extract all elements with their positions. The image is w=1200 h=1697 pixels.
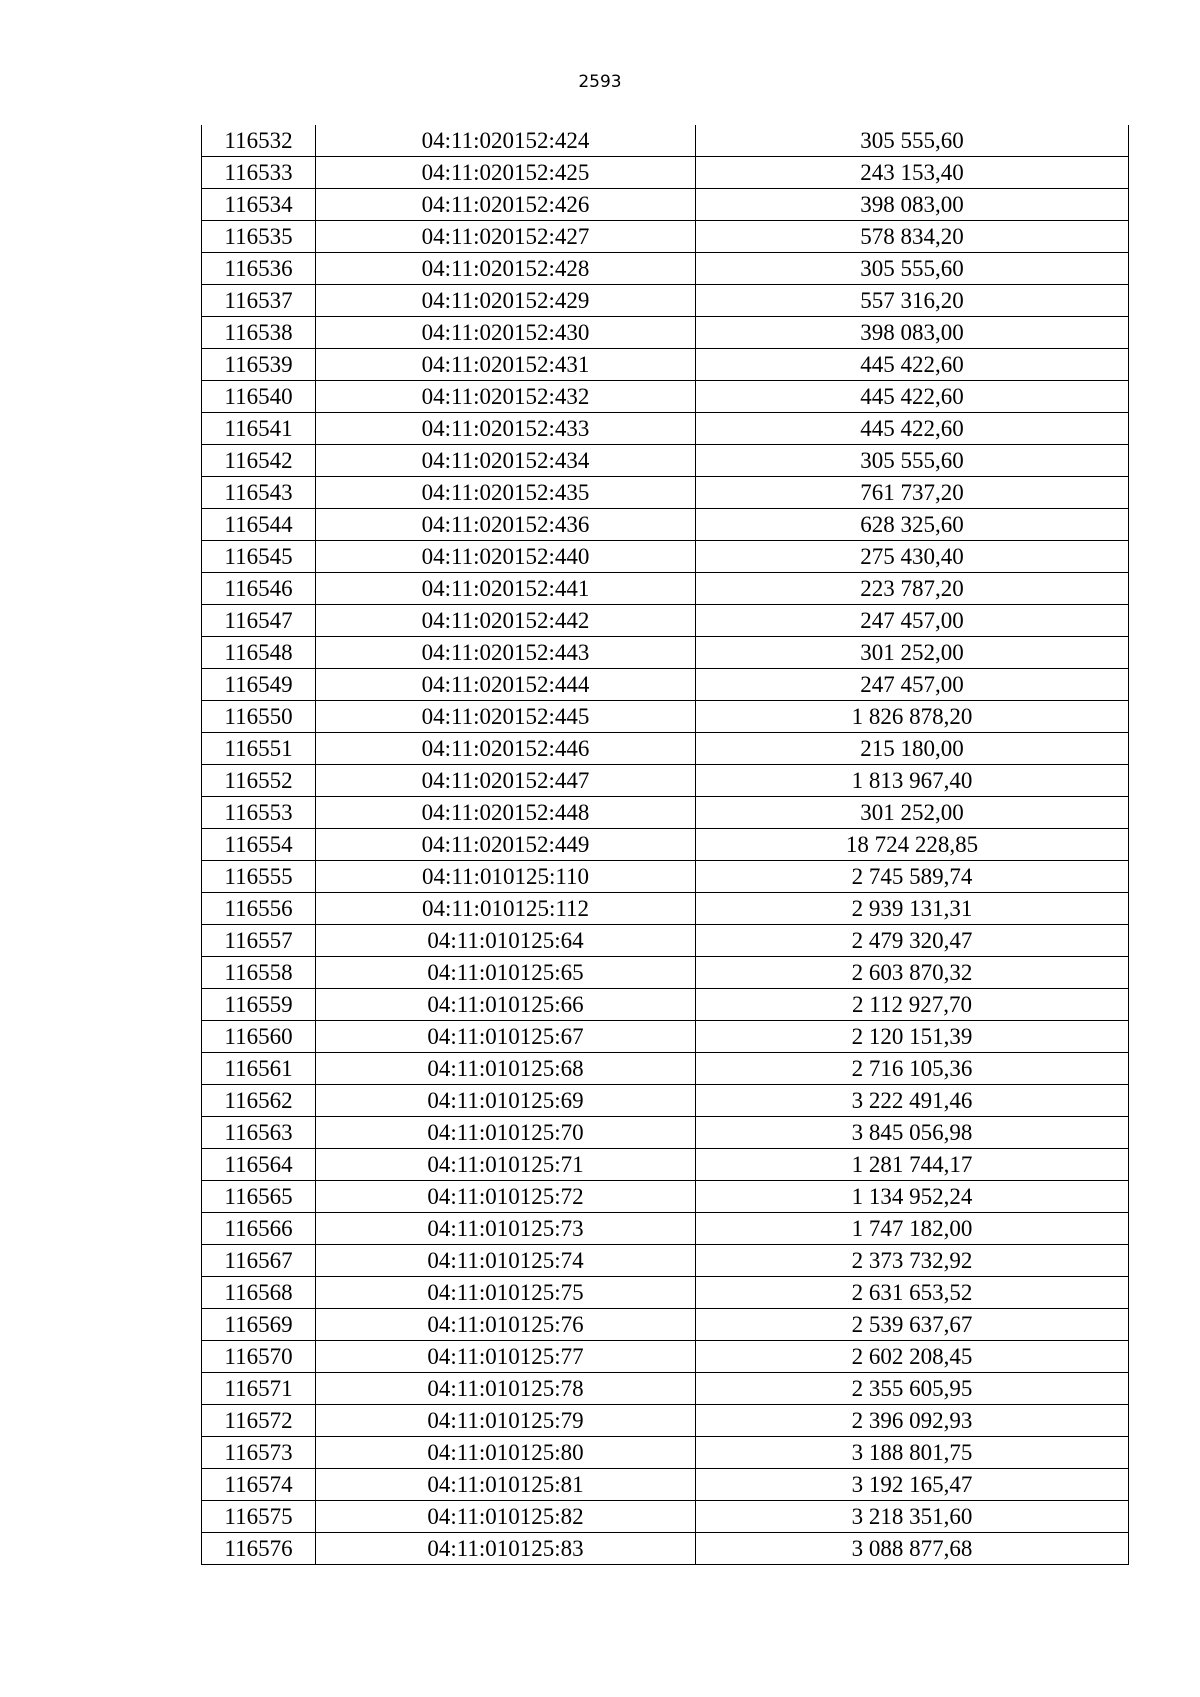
cadastral-value-cell: 2 939 131,31 <box>696 893 1129 925</box>
cadastral-number-cell: 04:11:010125:83 <box>316 1533 696 1565</box>
table-row <box>202 861 1129 893</box>
cadastral-number-cell: 04:11:020152:449 <box>316 829 696 861</box>
cadastral-value-cell: 2 120 151,39 <box>696 1021 1129 1053</box>
cadastral-value-cell: 2 396 092,93 <box>696 1405 1129 1437</box>
cadastral-number-cell: 04:11:020152:424 <box>316 125 696 157</box>
row-id-cell: 116542 <box>202 445 316 477</box>
cadastral-number-cell: 04:11:010125:71 <box>316 1149 696 1181</box>
table-row <box>202 1117 1129 1149</box>
row-id-cell: 116574 <box>202 1469 316 1501</box>
cadastral-value-cell: 398 083,00 <box>696 189 1129 221</box>
cadastral-value-cell: 3 088 877,68 <box>696 1533 1129 1565</box>
cadastral-value-cell: 2 602 208,45 <box>696 1341 1129 1373</box>
row-id-cell: 116534 <box>202 189 316 221</box>
cadastral-value-cell: 3 222 491,46 <box>696 1085 1129 1117</box>
cadastral-number-cell: 04:11:020152:428 <box>316 253 696 285</box>
cadastral-number-cell: 04:11:010125:67 <box>316 1021 696 1053</box>
cadastral-number-cell: 04:11:010125:82 <box>316 1501 696 1533</box>
row-id-cell: 116567 <box>202 1245 316 1277</box>
table-row <box>202 1021 1129 1053</box>
row-id-cell: 116576 <box>202 1533 316 1565</box>
table-row <box>202 1373 1129 1405</box>
row-id-cell: 116565 <box>202 1181 316 1213</box>
table-row <box>202 733 1129 765</box>
cadastral-value-cell: 247 457,00 <box>696 669 1129 701</box>
table-row <box>202 797 1129 829</box>
row-id-cell: 116553 <box>202 797 316 829</box>
cadastral-number-cell: 04:11:020152:444 <box>316 669 696 701</box>
table-row <box>202 893 1129 925</box>
table-row <box>202 189 1129 221</box>
cadastral-number-cell: 04:11:010125:68 <box>316 1053 696 1085</box>
row-id-cell: 116548 <box>202 637 316 669</box>
table-row <box>202 1533 1129 1565</box>
table-body <box>202 125 1129 1565</box>
row-id-cell: 116551 <box>202 733 316 765</box>
table-row <box>202 957 1129 989</box>
row-id-cell: 116543 <box>202 477 316 509</box>
cadastral-value-cell: 305 555,60 <box>696 445 1129 477</box>
cadastral-value-cell: 243 153,40 <box>696 157 1129 189</box>
cadastral-value-cell: 301 252,00 <box>696 637 1129 669</box>
row-id-cell: 116536 <box>202 253 316 285</box>
cadastral-number-cell: 04:11:010125:75 <box>316 1277 696 1309</box>
row-id-cell: 116558 <box>202 957 316 989</box>
cadastral-number-cell: 04:11:020152:434 <box>316 445 696 477</box>
cadastral-number-cell: 04:11:010125:69 <box>316 1085 696 1117</box>
cadastral-number-cell: 04:11:010125:64 <box>316 925 696 957</box>
row-id-cell: 116549 <box>202 669 316 701</box>
cadastral-value-cell: 1 747 182,00 <box>696 1213 1129 1245</box>
table-row <box>202 509 1129 541</box>
cadastral-value-cell: 215 180,00 <box>696 733 1129 765</box>
row-id-cell: 116555 <box>202 861 316 893</box>
cadastral-number-cell: 04:11:020152:441 <box>316 573 696 605</box>
table-row <box>202 573 1129 605</box>
table-row <box>202 1053 1129 1085</box>
row-id-cell: 116569 <box>202 1309 316 1341</box>
cadastral-number-cell: 04:11:010125:78 <box>316 1373 696 1405</box>
cadastral-value-cell: 2 355 605,95 <box>696 1373 1129 1405</box>
cadastral-value-cell: 2 479 320,47 <box>696 925 1129 957</box>
cadastral-number-cell: 04:11:020152:445 <box>316 701 696 733</box>
cadastral-value-cell: 1 813 967,40 <box>696 765 1129 797</box>
table-row <box>202 413 1129 445</box>
cadastral-value-cell: 3 845 056,98 <box>696 1117 1129 1149</box>
cadastral-value-cell: 2 716 105,36 <box>696 1053 1129 1085</box>
row-id-cell: 116546 <box>202 573 316 605</box>
cadastral-number-cell: 04:11:020152:432 <box>316 381 696 413</box>
row-id-cell: 116568 <box>202 1277 316 1309</box>
row-id-cell: 116532 <box>202 125 316 157</box>
row-id-cell: 116564 <box>202 1149 316 1181</box>
table-row <box>202 349 1129 381</box>
cadastral-number-cell: 04:11:010125:70 <box>316 1117 696 1149</box>
cadastral-value-cell: 3 188 801,75 <box>696 1437 1129 1469</box>
cadastral-value-cell: 3 218 351,60 <box>696 1501 1129 1533</box>
cadastral-number-cell: 04:11:010125:72 <box>316 1181 696 1213</box>
table-row <box>202 445 1129 477</box>
table-row <box>202 1341 1129 1373</box>
table-row <box>202 381 1129 413</box>
table-row <box>202 285 1129 317</box>
cadastral-value-cell: 1 826 878,20 <box>696 701 1129 733</box>
cadastral-value-cell: 301 252,00 <box>696 797 1129 829</box>
cadastral-value-cell: 1 134 952,24 <box>696 1181 1129 1213</box>
cadastral-value-cell: 305 555,60 <box>696 125 1129 157</box>
row-id-cell: 116566 <box>202 1213 316 1245</box>
cadastral-number-cell: 04:11:020152:429 <box>316 285 696 317</box>
row-id-cell: 116537 <box>202 285 316 317</box>
row-id-cell: 116544 <box>202 509 316 541</box>
cadastral-value-cell: 557 316,20 <box>696 285 1129 317</box>
table-row <box>202 1405 1129 1437</box>
cadastral-number-cell: 04:11:010125:77 <box>316 1341 696 1373</box>
row-id-cell: 116557 <box>202 925 316 957</box>
row-id-cell: 116563 <box>202 1117 316 1149</box>
cadastral-number-cell: 04:11:010125:110 <box>316 861 696 893</box>
table-row <box>202 701 1129 733</box>
row-id-cell: 116535 <box>202 221 316 253</box>
row-id-cell: 116561 <box>202 1053 316 1085</box>
table-row <box>202 317 1129 349</box>
cadastral-value-cell: 3 192 165,47 <box>696 1469 1129 1501</box>
row-id-cell: 116572 <box>202 1405 316 1437</box>
row-id-cell: 116556 <box>202 893 316 925</box>
cadastral-number-cell: 04:11:010125:80 <box>316 1437 696 1469</box>
cadastral-number-cell: 04:11:010125:81 <box>316 1469 696 1501</box>
table-row <box>202 157 1129 189</box>
cadastral-number-cell: 04:11:020152:442 <box>316 605 696 637</box>
cadastral-number-cell: 04:11:020152:433 <box>316 413 696 445</box>
cadastral-number-cell: 04:11:010125:79 <box>316 1405 696 1437</box>
table-row <box>202 221 1129 253</box>
table-row <box>202 637 1129 669</box>
table-row <box>202 253 1129 285</box>
cadastral-number-cell: 04:11:020152:425 <box>316 157 696 189</box>
cadastral-number-cell: 04:11:020152:426 <box>316 189 696 221</box>
cadastral-number-cell: 04:11:020152:443 <box>316 637 696 669</box>
cadastral-value-cell: 2 373 732,92 <box>696 1245 1129 1277</box>
cadastral-number-cell: 04:11:020152:435 <box>316 477 696 509</box>
row-id-cell: 116533 <box>202 157 316 189</box>
row-id-cell: 116571 <box>202 1373 316 1405</box>
table-row <box>202 1085 1129 1117</box>
cadastral-value-table <box>201 125 1129 1565</box>
table-row <box>202 765 1129 797</box>
row-id-cell: 116570 <box>202 1341 316 1373</box>
cadastral-number-cell: 04:11:010125:73 <box>316 1213 696 1245</box>
row-id-cell: 116559 <box>202 989 316 1021</box>
cadastral-value-cell: 223 787,20 <box>696 573 1129 605</box>
cadastral-value-cell: 2 745 589,74 <box>696 861 1129 893</box>
cadastral-number-cell: 04:11:020152:446 <box>316 733 696 765</box>
cadastral-value-cell: 2 539 637,67 <box>696 1309 1129 1341</box>
cadastral-number-cell: 04:11:020152:430 <box>316 317 696 349</box>
table-row <box>202 1149 1129 1181</box>
table-row <box>202 125 1129 157</box>
cadastral-number-cell: 04:11:020152:436 <box>316 509 696 541</box>
row-id-cell: 116554 <box>202 829 316 861</box>
cadastral-number-cell: 04:11:020152:447 <box>316 765 696 797</box>
row-id-cell: 116573 <box>202 1437 316 1469</box>
cadastral-number-cell: 04:11:010125:66 <box>316 989 696 1021</box>
cadastral-number-cell: 04:11:020152:440 <box>316 541 696 573</box>
row-id-cell: 116552 <box>202 765 316 797</box>
cadastral-value-cell: 2 631 653,52 <box>696 1277 1129 1309</box>
table-row <box>202 1181 1129 1213</box>
row-id-cell: 116541 <box>202 413 316 445</box>
cadastral-number-cell: 04:11:010125:112 <box>316 893 696 925</box>
table-row <box>202 605 1129 637</box>
row-id-cell: 116538 <box>202 317 316 349</box>
table-row <box>202 1309 1129 1341</box>
table-row <box>202 669 1129 701</box>
table-row <box>202 1277 1129 1309</box>
cadastral-number-cell: 04:11:010125:65 <box>316 957 696 989</box>
cadastral-value-cell: 1 281 744,17 <box>696 1149 1129 1181</box>
cadastral-value-cell: 247 457,00 <box>696 605 1129 637</box>
row-id-cell: 116562 <box>202 1085 316 1117</box>
row-id-cell: 116539 <box>202 349 316 381</box>
row-id-cell: 116547 <box>202 605 316 637</box>
table-row <box>202 925 1129 957</box>
cadastral-value-cell: 628 325,60 <box>696 509 1129 541</box>
cadastral-value-cell: 275 430,40 <box>696 541 1129 573</box>
page-number: 2593 <box>578 72 622 92</box>
row-id-cell: 116540 <box>202 381 316 413</box>
table-row <box>202 1213 1129 1245</box>
cadastral-value-cell: 445 422,60 <box>696 349 1129 381</box>
table-row <box>202 1437 1129 1469</box>
cadastral-value-cell: 18 724 228,85 <box>696 829 1129 861</box>
table-row <box>202 1469 1129 1501</box>
row-id-cell: 116560 <box>202 1021 316 1053</box>
cadastral-number-cell: 04:11:010125:74 <box>316 1245 696 1277</box>
cadastral-number-cell: 04:11:010125:76 <box>316 1309 696 1341</box>
cadastral-value-cell: 445 422,60 <box>696 413 1129 445</box>
cadastral-number-cell: 04:11:020152:448 <box>316 797 696 829</box>
table-row <box>202 989 1129 1021</box>
table-row <box>202 541 1129 573</box>
cadastral-value-cell: 398 083,00 <box>696 317 1129 349</box>
row-id-cell: 116550 <box>202 701 316 733</box>
cadastral-number-cell: 04:11:020152:431 <box>316 349 696 381</box>
cadastral-number-cell: 04:11:020152:427 <box>316 221 696 253</box>
row-id-cell: 116575 <box>202 1501 316 1533</box>
cadastral-value-cell: 305 555,60 <box>696 253 1129 285</box>
cadastral-value-cell: 445 422,60 <box>696 381 1129 413</box>
cadastral-value-cell: 578 834,20 <box>696 221 1129 253</box>
table-row <box>202 1245 1129 1277</box>
cadastral-value-cell: 2 112 927,70 <box>696 989 1129 1021</box>
cadastral-value-cell: 2 603 870,32 <box>696 957 1129 989</box>
table-row <box>202 477 1129 509</box>
table-row <box>202 829 1129 861</box>
cadastral-value-cell: 761 737,20 <box>696 477 1129 509</box>
row-id-cell: 116545 <box>202 541 316 573</box>
table-row <box>202 1501 1129 1533</box>
